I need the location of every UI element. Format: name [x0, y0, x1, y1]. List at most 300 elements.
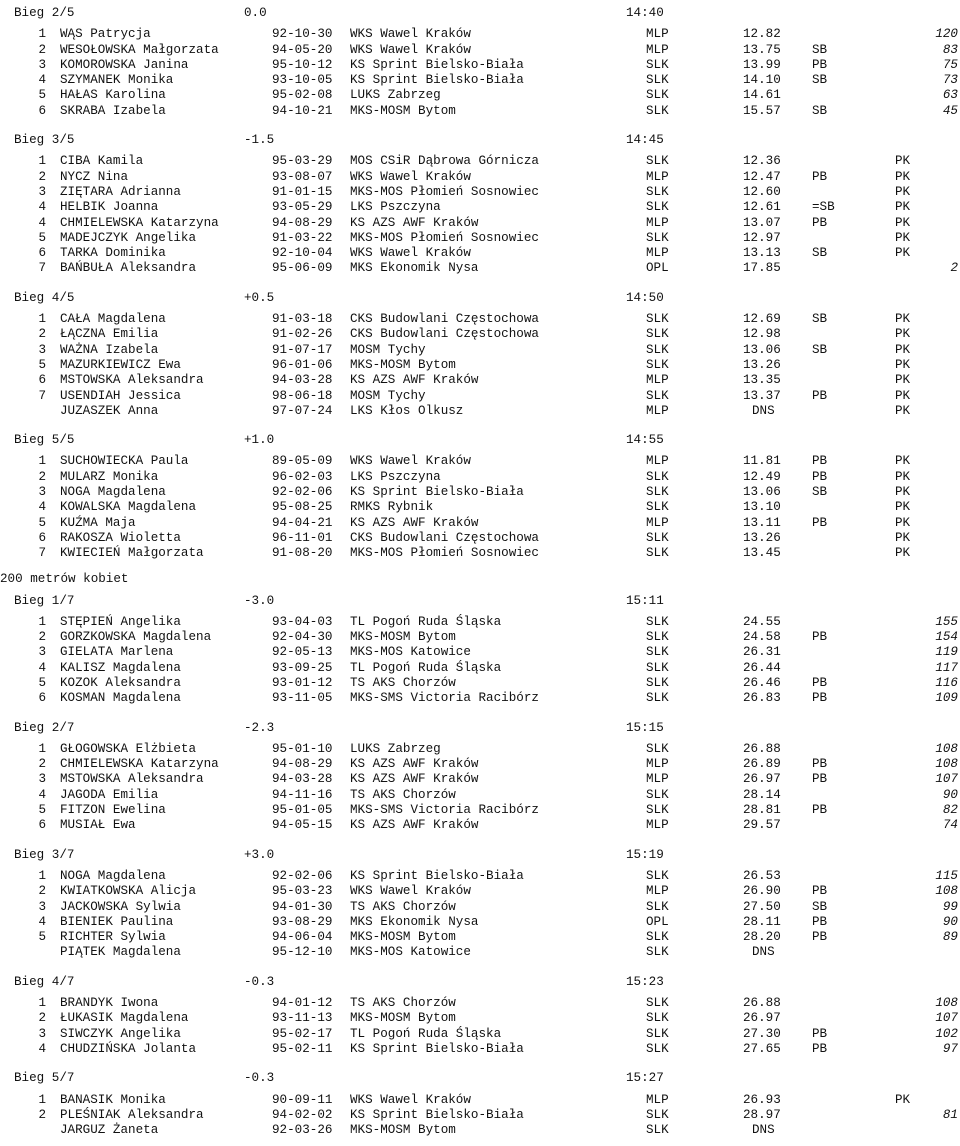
- result-region: SLK: [646, 546, 669, 561]
- result-place: 4: [38, 1041, 46, 1056]
- result-club: WKS Wawel Kraków: [350, 246, 471, 261]
- result-region: MLP: [646, 772, 669, 787]
- heat-time: 14:55: [626, 433, 664, 448]
- result-note: PB: [812, 454, 828, 469]
- result-region: OPL: [646, 914, 669, 929]
- heat-title: Bieg 3/7: [14, 847, 75, 862]
- result-dob: 95-02-17: [272, 1026, 333, 1041]
- result-row: [0, 200, 960, 215]
- result-name: KWIATKOWSKA Alicja: [60, 884, 197, 899]
- result-club: KS AZS AWF Kraków: [350, 818, 479, 833]
- heat-time: 15:23: [626, 974, 664, 989]
- heat-wind: 0.0: [244, 6, 267, 20]
- result-pts: 102: [935, 1026, 958, 1041]
- result-name: CHMIELEWSKA Katarzyna: [60, 757, 219, 772]
- result-dob: 93-01-12: [272, 675, 333, 690]
- result-place: 6: [38, 373, 46, 388]
- result-result: 26.53: [743, 868, 781, 883]
- result-result: 26.97: [743, 1011, 781, 1026]
- result-result: 12.98: [743, 327, 781, 342]
- result-result: 14.10: [743, 73, 781, 88]
- result-region: MLP: [646, 169, 669, 184]
- result-row: [0, 404, 960, 419]
- result-club: CKS Budowlani Częstochowa: [350, 312, 539, 327]
- result-club: TS AKS Chorzów: [350, 996, 456, 1011]
- result-pts: PK: [895, 454, 911, 469]
- result-club: KS AZS AWF Kraków: [350, 215, 479, 230]
- heat-spacer: [0, 707, 960, 715]
- result-note: PB: [812, 630, 828, 645]
- result-row: [0, 742, 960, 757]
- result-name: ZIĘTARA Adrianna: [60, 184, 181, 199]
- result-place: 3: [38, 184, 46, 199]
- result-place: 6: [38, 103, 46, 118]
- heat-time: 15:15: [626, 720, 664, 735]
- result-note: =SB: [812, 200, 835, 215]
- result-result: 13.11: [743, 515, 781, 530]
- heat-time: 14:50: [626, 290, 664, 305]
- result-pts: PK: [895, 546, 911, 561]
- result-dob: 95-03-29: [272, 154, 333, 169]
- result-name: MUSIAŁ Ewa: [60, 818, 136, 833]
- heat-time: 15:27: [626, 1071, 664, 1086]
- result-result: 13.26: [743, 357, 781, 372]
- result-dob: 95-10-12: [272, 57, 333, 72]
- result-dob: 98-06-18: [272, 388, 333, 403]
- result-region: MLP: [646, 246, 669, 261]
- result-note: PB: [812, 772, 828, 787]
- result-club: CKS Budowlani Częstochowa: [350, 327, 539, 342]
- result-dob: 94-08-29: [272, 215, 333, 230]
- result-result: 12.60: [743, 184, 781, 199]
- result-dob: 94-08-29: [272, 757, 333, 772]
- result-club: MKS-MOSM Bytom: [350, 930, 456, 945]
- result-dob: 94-05-20: [272, 42, 333, 57]
- result-note: SB: [812, 312, 828, 327]
- result-pts: PK: [895, 515, 911, 530]
- result-place: 1: [38, 454, 46, 469]
- result-row: [0, 1042, 960, 1057]
- result-row: [0, 615, 960, 630]
- result-name: TARKA Dominika: [60, 246, 166, 261]
- result-name: JUZASZEK Anna: [60, 403, 159, 418]
- result-region: SLK: [646, 787, 669, 802]
- result-place: 3: [38, 485, 46, 500]
- result-dob: 96-01-06: [272, 357, 333, 372]
- result-result: 14.61: [743, 88, 781, 103]
- result-club: MKS-MOS Katowice: [350, 945, 471, 960]
- result-region: MLP: [646, 373, 669, 388]
- result-place: 5: [38, 515, 46, 530]
- result-club: KS Sprint Bielsko-Biała: [350, 1041, 524, 1056]
- result-row: [0, 389, 960, 404]
- result-dob: 95-02-08: [272, 88, 333, 103]
- result-place: 1: [38, 312, 46, 327]
- result-club: KS Sprint Bielsko-Biała: [350, 868, 524, 883]
- result-note: PB: [812, 215, 828, 230]
- result-row: [0, 546, 960, 561]
- result-club: MOSM Tychy: [350, 342, 426, 357]
- result-pts: 119: [935, 645, 958, 660]
- result-club: WKS Wawel Kraków: [350, 884, 471, 899]
- result-result: 26.44: [743, 660, 781, 675]
- result-dob: 92-10-30: [272, 27, 333, 42]
- result-note: PB: [812, 515, 828, 530]
- result-club: KS AZS AWF Kraków: [350, 757, 479, 772]
- result-dob: 95-01-10: [272, 741, 333, 756]
- result-club: MKS-MOS Płomień Sosnowiec: [350, 184, 539, 199]
- result-dob: 94-01-30: [272, 899, 333, 914]
- heat-header: [0, 848, 960, 863]
- result-place: 4: [38, 200, 46, 215]
- heat-wind: +1.0: [244, 433, 275, 448]
- result-row: [0, 531, 960, 546]
- result-result: 28.97: [743, 1107, 781, 1122]
- result-result: 26.88: [743, 996, 781, 1011]
- result-pts: 108: [935, 757, 958, 772]
- result-dob: 93-04-03: [272, 614, 333, 629]
- result-result: 24.55: [743, 614, 781, 629]
- result-pts: PK: [895, 230, 911, 245]
- result-pts: 82: [942, 803, 958, 818]
- result-place: 7: [38, 261, 46, 276]
- result-row: [0, 312, 960, 327]
- result-region: SLK: [646, 327, 669, 342]
- result-club: MOS CSiR Dąbrowa Górnicza: [350, 154, 539, 169]
- result-name: KWIECIEŃ Małgorzata: [60, 546, 204, 561]
- result-result: 12.69: [743, 312, 781, 327]
- result-note: PB: [812, 388, 828, 403]
- result-place: 4: [38, 787, 46, 802]
- result-region: MLP: [646, 1092, 669, 1107]
- result-club: WKS Wawel Kraków: [350, 454, 471, 469]
- result-pts: PK: [895, 215, 911, 230]
- result-name: KUŹMA Maja: [60, 515, 136, 530]
- result-name: HELBIK Joanna: [60, 200, 159, 215]
- result-pts: PK: [895, 530, 911, 545]
- result-region: SLK: [646, 184, 669, 199]
- result-club: KS Sprint Bielsko-Biała: [350, 485, 524, 500]
- result-club: WKS Wawel Kraków: [350, 27, 471, 42]
- result-region: SLK: [646, 57, 669, 72]
- result-result: 13.06: [743, 485, 781, 500]
- result-dob: 94-02-02: [272, 1107, 333, 1122]
- result-pts: PK: [895, 169, 911, 184]
- result-pts: 90: [942, 914, 958, 929]
- result-dob: 95-02-11: [272, 1041, 333, 1056]
- result-club: LKS Pszczyna: [350, 200, 441, 215]
- result-row: [0, 1093, 960, 1108]
- result-note: SB: [812, 246, 828, 261]
- result-name: GORZKOWSKA Magdalena: [60, 630, 212, 645]
- result-place: 1: [38, 996, 46, 1011]
- result-name: PLEŚNIAK Aleksandra: [60, 1107, 204, 1122]
- result-name: KOMOROWSKA Janina: [60, 57, 189, 72]
- result-pts: 115: [935, 868, 958, 883]
- result-result: 12.61: [743, 200, 781, 215]
- result-row: [0, 88, 960, 103]
- result-row: [0, 803, 960, 818]
- result-region: SLK: [646, 660, 669, 675]
- result-club: MKS-MOSM Bytom: [350, 1123, 456, 1138]
- result-place: 2: [38, 469, 46, 484]
- result-dob: 90-09-11: [272, 1092, 333, 1107]
- heat-spacer: [0, 277, 960, 285]
- result-result: DNS: [752, 403, 775, 418]
- result-club: MKS-MOS Płomień Sosnowiec: [350, 230, 539, 245]
- result-name: WĄS Patrycja: [60, 27, 151, 42]
- result-place: 6: [38, 691, 46, 706]
- result-dob: 96-11-01: [272, 530, 333, 545]
- result-pts: PK: [895, 154, 911, 169]
- result-result: 13.13: [743, 246, 781, 261]
- result-region: MLP: [646, 757, 669, 772]
- result-note: PB: [812, 914, 828, 929]
- result-place: 7: [38, 388, 46, 403]
- result-pts: 108: [935, 741, 958, 756]
- heat-title: Bieg 1/7: [14, 593, 75, 608]
- result-result: 26.97: [743, 772, 781, 787]
- result-region: MLP: [646, 454, 669, 469]
- result-place: 5: [38, 803, 46, 818]
- result-row: [0, 373, 960, 388]
- result-name: NOGA Magdalena: [60, 485, 166, 500]
- result-club: KS AZS AWF Kraków: [350, 373, 479, 388]
- result-region: SLK: [646, 73, 669, 88]
- result-result: 26.90: [743, 884, 781, 899]
- result-name: KALISZ Magdalena: [60, 660, 181, 675]
- result-club: KS Sprint Bielsko-Biała: [350, 1107, 524, 1122]
- result-club: LKS Pszczyna: [350, 469, 441, 484]
- result-result: 13.37: [743, 388, 781, 403]
- result-place: 1: [38, 868, 46, 883]
- result-dob: 93-08-07: [272, 169, 333, 184]
- result-result: 12.47: [743, 169, 781, 184]
- result-pts: 117: [935, 660, 958, 675]
- result-place: 4: [38, 914, 46, 929]
- result-name: USENDIAH Jessica: [60, 388, 181, 403]
- heat-header: [0, 433, 960, 448]
- heat-spacer: [0, 961, 960, 969]
- heat-header: [0, 133, 960, 148]
- result-row: [0, 930, 960, 945]
- result-dob: 89-05-09: [272, 454, 333, 469]
- result-pts: 75: [942, 57, 958, 72]
- result-region: MLP: [646, 42, 669, 57]
- heat-header: [0, 975, 960, 990]
- result-name: MADEJCZYK Angelika: [60, 230, 197, 245]
- result-club: WKS Wawel Kraków: [350, 1092, 471, 1107]
- result-club: KS Sprint Bielsko-Biała: [350, 57, 524, 72]
- result-result: 26.88: [743, 741, 781, 756]
- result-note: PB: [812, 884, 828, 899]
- result-pts: 109: [935, 691, 958, 706]
- result-dob: 93-09-25: [272, 660, 333, 675]
- result-name: CIBA Kamila: [60, 154, 144, 169]
- result-row: [0, 185, 960, 200]
- result-result: 13.75: [743, 42, 781, 57]
- result-row: [0, 104, 960, 119]
- result-pts: 107: [935, 772, 958, 787]
- result-place: 1: [38, 154, 46, 169]
- result-row: [0, 358, 960, 373]
- result-dob: 94-01-12: [272, 996, 333, 1011]
- result-pts: 108: [935, 996, 958, 1011]
- result-row: [0, 327, 960, 342]
- result-club: LUKS Zabrzeg: [350, 88, 441, 103]
- result-result: 11.81: [743, 454, 781, 469]
- result-dob: 94-03-28: [272, 373, 333, 388]
- result-place: 3: [38, 342, 46, 357]
- result-region: SLK: [646, 357, 669, 372]
- result-row: [0, 246, 960, 261]
- result-result: 26.83: [743, 691, 781, 706]
- result-region: SLK: [646, 88, 669, 103]
- result-pts: PK: [895, 246, 911, 261]
- result-row: [0, 996, 960, 1011]
- result-name: WESOŁOWSKA Małgorzata: [60, 42, 219, 57]
- result-pts: 74: [942, 818, 958, 833]
- result-row: [0, 915, 960, 930]
- result-region: SLK: [646, 1123, 669, 1138]
- result-result: 29.57: [743, 818, 781, 833]
- result-name: GŁOGOWSKA Elżbieta: [60, 741, 197, 756]
- result-name: CHUDZIŃSKA Jolanta: [60, 1041, 197, 1056]
- result-region: SLK: [646, 154, 669, 169]
- result-place: 4: [38, 660, 46, 675]
- result-row: [0, 945, 960, 960]
- result-club: KS AZS AWF Kraków: [350, 515, 479, 530]
- result-name: MSTOWSKA Aleksandra: [60, 373, 204, 388]
- result-name: CHMIELEWSKA Katarzyna: [60, 215, 219, 230]
- heat-header: [0, 6, 960, 21]
- result-region: MLP: [646, 27, 669, 42]
- result-place: 2: [38, 42, 46, 57]
- result-result: 26.31: [743, 645, 781, 660]
- result-name: SIWCZYK Angelika: [60, 1026, 181, 1041]
- result-club: KS AZS AWF Kraków: [350, 772, 479, 787]
- result-dob: 92-03-26: [272, 1123, 333, 1138]
- result-club: WKS Wawel Kraków: [350, 169, 471, 184]
- result-result: 12.49: [743, 469, 781, 484]
- result-result: 13.07: [743, 215, 781, 230]
- result-result: DNS: [752, 945, 775, 960]
- result-name: SZYMANEK Monika: [60, 73, 174, 88]
- result-club: CKS Budowlani Częstochowa: [350, 530, 539, 545]
- result-place: 7: [38, 546, 46, 561]
- heat-wind: -0.3: [244, 974, 275, 989]
- result-place: 4: [38, 215, 46, 230]
- result-club: KS Sprint Bielsko-Biała: [350, 73, 524, 88]
- result-dob: 93-10-05: [272, 73, 333, 88]
- result-result: 13.45: [743, 546, 781, 561]
- result-pts: 116: [935, 675, 958, 690]
- result-club: MKS Ekonomik Nysa: [350, 261, 479, 276]
- result-place: 2: [38, 1011, 46, 1026]
- result-club: MKS-MOS Katowice: [350, 645, 471, 660]
- result-place: 4: [38, 73, 46, 88]
- result-dob: 91-08-20: [272, 546, 333, 561]
- result-row: [0, 261, 960, 276]
- result-region: SLK: [646, 996, 669, 1011]
- result-pts: PK: [895, 1092, 911, 1107]
- result-note: PB: [812, 169, 828, 184]
- result-place: 2: [38, 884, 46, 899]
- result-club: TS AKS Chorzów: [350, 675, 456, 690]
- result-region: SLK: [646, 230, 669, 245]
- result-note: PB: [812, 803, 828, 818]
- result-region: SLK: [646, 388, 669, 403]
- result-dob: 94-06-04: [272, 930, 333, 945]
- result-region: SLK: [646, 1026, 669, 1041]
- result-place: 5: [38, 88, 46, 103]
- result-region: SLK: [646, 1011, 669, 1026]
- result-pts: PK: [895, 500, 911, 515]
- result-region: SLK: [646, 803, 669, 818]
- result-pts: 2: [950, 261, 958, 276]
- result-row: [0, 818, 960, 833]
- result-club: MKS-SMS Victoria Racibórz: [350, 803, 539, 818]
- result-note: SB: [812, 42, 828, 57]
- result-pts: PK: [895, 373, 911, 388]
- result-name: MAZURKIEWICZ Ewa: [60, 357, 181, 372]
- heat-time: 14:45: [626, 133, 664, 148]
- result-pts: PK: [895, 485, 911, 500]
- result-dob: 91-03-22: [272, 230, 333, 245]
- result-row: [0, 43, 960, 58]
- result-dob: 91-01-15: [272, 184, 333, 199]
- result-region: SLK: [646, 500, 669, 515]
- result-region: SLK: [646, 103, 669, 118]
- heat-spacer: [0, 562, 960, 570]
- result-row: [0, 869, 960, 884]
- result-region: MLP: [646, 818, 669, 833]
- result-name: JAGODA Emilia: [60, 787, 159, 802]
- result-name: KOWALSKA Magdalena: [60, 500, 197, 515]
- result-note: SB: [812, 485, 828, 500]
- heat-header: [0, 721, 960, 736]
- result-note: PB: [812, 1026, 828, 1041]
- result-region: SLK: [646, 930, 669, 945]
- event-title: 200 metrów kobiet: [0, 571, 129, 586]
- result-result: 12.82: [743, 27, 781, 42]
- result-dob: 94-03-28: [272, 772, 333, 787]
- result-name: ŁĄCZNA Emilia: [60, 327, 159, 342]
- result-result: 15.57: [743, 103, 781, 118]
- result-pts: 63: [942, 88, 958, 103]
- result-row: [0, 343, 960, 358]
- heat-time: 14:40: [626, 6, 664, 20]
- result-result: 28.11: [743, 914, 781, 929]
- result-place: 3: [38, 1026, 46, 1041]
- result-club: RMKS Rybnik: [350, 500, 434, 515]
- result-region: SLK: [646, 645, 669, 660]
- result-club: MKS-MOSM Bytom: [350, 1011, 456, 1026]
- heat-spacer: [0, 834, 960, 842]
- result-place: 5: [38, 357, 46, 372]
- result-dob: 92-10-04: [272, 246, 333, 261]
- result-region: SLK: [646, 469, 669, 484]
- heat-title: Bieg 5/7: [14, 1071, 75, 1086]
- result-place: 5: [38, 675, 46, 690]
- result-row: [0, 772, 960, 787]
- result-name: BANASIK Monika: [60, 1092, 166, 1107]
- result-result: 27.30: [743, 1026, 781, 1041]
- result-result: 13.99: [743, 57, 781, 72]
- result-pts: 154: [935, 630, 958, 645]
- result-region: SLK: [646, 530, 669, 545]
- result-pts: 89: [942, 930, 958, 945]
